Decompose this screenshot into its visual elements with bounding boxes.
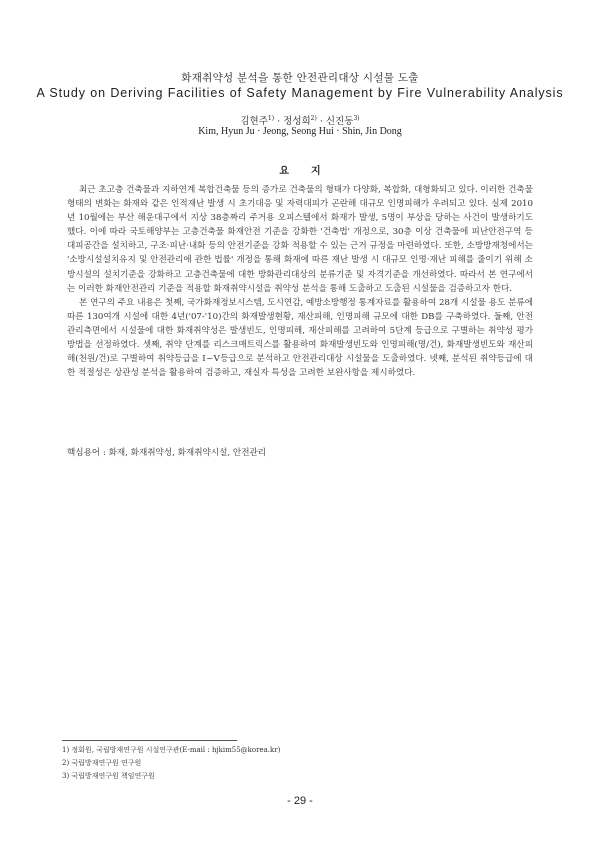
author-3-name: 신진동 xyxy=(325,116,354,127)
authors-korean xyxy=(0,113,600,127)
paper-title-english: A Study on Deriving Facilities of Safety Management by Fire Vulnerability Analysis xyxy=(36,86,564,100)
authors-english: Kim, Hyun Ju · Jeong, Seong Hui · Shin, Jin Dong xyxy=(198,126,402,137)
footnote-divider xyxy=(62,740,237,741)
author-3-footnote-mark: 3) xyxy=(353,114,360,122)
author-separator: · xyxy=(316,116,326,127)
author-1-name: 김현주 xyxy=(240,116,268,127)
paper-title-korean: 화재취약성 분석을 통한 안전관리대상 시설물 도출 xyxy=(181,72,419,84)
keywords-line xyxy=(67,446,533,458)
author-separator: · xyxy=(274,116,284,127)
keywords-list: 화재, 화재취약성, 화재취약시설, 안전관리 xyxy=(108,448,267,458)
footnotes xyxy=(62,744,542,783)
footnote-2: 2) 국립방재연구원 연구원 xyxy=(62,759,142,767)
abstract-body xyxy=(67,183,533,380)
abstract-paragraph-2: 본 연구의 주요 내용은 첫째, 국가화재정보시스템, 도시연감, 예방소방행정 통계자료를 활용하여 28개 시설물 용도 분류에 따른 130여개 시설에 대한 4년('07-'10)간의 화재발생현황, 재산피해, 인명피해 규모에 대한 DB를 구축하였다. 둘째, 안전관리측면에서 시설물에 대한 화재취약성은 발생빈도, 인명피해, 재산피해를 고려하여 5단계 등급으로 구별하는 취약성 평가방법을 선정하였다. 셋째, 취약 단계를 리스크매트릭스를 활용하여 화재발생빈도와 인명피해(명/건), 화재발생빈도와 재산피해(천원/건)로 구별하여 취약등급을 Ⅰ~Ⅴ등급으로 분석하고 안전관리대상 시설물을 도출하였다. 넷째, 분석된 취약등급에 대한 적절성은 상관성 분석을 활용하여 검증하고, 재실자 특성을 고려한 보완사항을 제시하였다. xyxy=(67,297,533,379)
abstract-heading: 요지 xyxy=(279,166,343,177)
abstract-paragraph-1: 최근 초고층 건축물과 지하연계 복합건축물 등의 증가로 건축물의 형태가 다양화, 복합화, 대형화되고 있다. 이러한 건축물 형태의 변화는 화재와 같은 인적재난 발생 시 초기대응 및 자력대피가 곤란해 대규모 인명피해가 우려되고 있다. 실제 2010년 10월에는 부산 해운대구에서 지상 38층짜리 주거용 오피스텔에서 화재가 발생, 5명이 부상을 당하는 사건이 발생하기도 했다. 이에 따라 국토해양부는 고층건축물 화재안전 기준을 강화한 '건축법' 개정으로, 30층 이상 건축물에 피난안전구역 등 대피공간을 설치하고, 구조·피난·내화 등의 안전기준을 강화 적용할 수 있는 근거 규정을 마련하였다. 또한, 소방방재청에서는 '소방시설설치유지 및 안전관리에 관한 법률' 개정을 통해 화재에 따른 재난 발생 시 대규모 인명·재난 피해를 줄이기 위해 소방시설의 설치기준을 강화하고 고층건축물에 대한 방화관리대상의 분류기준 및 자격기준을 개선하였다. 따라서 본 연구에서는 이러한 화재안전관리 기준을 적용할 화재취약시설을 취약성 분석을 통해 도출하고 도출된 시설물을 검증하고자 한다. xyxy=(67,185,533,294)
footnote-1: 1) 정회원, 국립방재연구원 시설연구관(E-mail : hjkim55@korea.kr) xyxy=(62,746,281,754)
author-2-footnote-mark: 2) xyxy=(310,114,317,122)
author-2-name: 정성희 xyxy=(283,116,311,127)
keywords-label: 핵심용어 : xyxy=(67,448,109,458)
author-1-footnote-mark: 1) xyxy=(267,114,275,122)
page-number: - 29 - xyxy=(287,795,313,807)
footnote-3: 3) 국립방재연구원 책임연구원 xyxy=(62,772,155,780)
